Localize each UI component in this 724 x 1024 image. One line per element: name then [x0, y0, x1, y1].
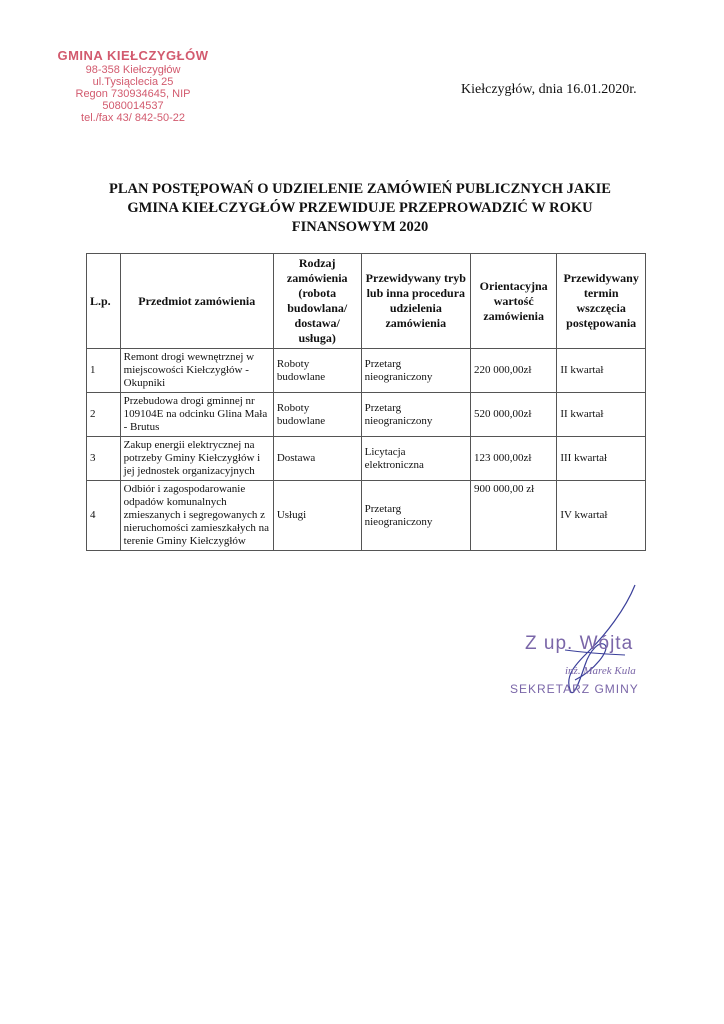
table-row [87, 393, 646, 437]
cell-value: 520 000,00zł [471, 393, 557, 437]
cell-term: IV kwartał [557, 481, 646, 551]
table-header-row [87, 254, 646, 349]
cell-subject: Przebudowa drogi gminnej nr 109104E na odcinku Glina Mała - Brutus [120, 393, 273, 437]
cell-lp: 3 [87, 437, 121, 481]
header-subject: Przedmiot zamówienia [120, 254, 273, 349]
stamp-regon-nip: Regon 730934645, NIP 5080014537 [75, 88, 191, 112]
cell-lp: 4 [87, 481, 121, 551]
stamp-phone: tel./fax 43/ 842-50-22 [81, 112, 185, 124]
table-row [87, 481, 646, 551]
cell-value: 220 000,00zł [471, 349, 557, 393]
cell-mode: Licytacja elektroniczna [361, 437, 470, 481]
cell-value: 900 000,00 zł [471, 481, 557, 551]
cell-mode: Przetarg nieograniczony [361, 481, 470, 551]
cell-kind: Dostawa [273, 437, 361, 481]
cell-kind: Roboty budowlane [273, 393, 361, 437]
document-date: Kiełczygłów, dnia 16.01.2020r. [461, 82, 637, 97]
signature-line-2: inż. Marek Kula [565, 665, 636, 677]
municipality-stamp [48, 50, 218, 124]
header-mode: Przewidywany tryb lub inna procedura udzielenia zamówienia [361, 254, 470, 349]
cell-mode: Przetarg nieograniczony [361, 349, 470, 393]
signature-line-1: Z up. Wójta [525, 633, 634, 654]
procurement-table [86, 253, 646, 551]
cell-subject: Odbiór i zagospodarowanie odpadów komunalnych zmieszanych i segregowanych z nieruchomości zamieszkałych na terenie Gminy Kiełczygłów [120, 481, 273, 551]
header-term: Przewidywany termin wszczęcia postępowania [557, 254, 646, 349]
stamp-postcode: 98-358 Kiełczygłów [85, 64, 181, 76]
cell-term: II kwartał [557, 349, 646, 393]
cell-term: III kwartał [557, 437, 646, 481]
cell-subject: Zakup energii elektrycznej na potrzeby Gminy Kiełczygłów i jej jednostek organizacyjnych [120, 437, 273, 481]
document-title: PLAN POSTĘPOWAŃ O UDZIELENIE ZAMÓWIEŃ PUBLICZNYCH JAKIE GMINA KIEŁCZYGŁÓW PRZEWIDUJE PRZEPROWADZIĆ W ROKU FINANSOWYM 2020 [109, 181, 611, 235]
header-lp: L.p. [87, 254, 121, 349]
table-row [87, 437, 646, 481]
stamp-name: GMINA KIEŁCZYGŁÓW [57, 48, 209, 63]
header-kind: Rodzaj zamówienia (robota budowlana/ dostawa/ usługa) [273, 254, 361, 349]
cell-kind: Usługi [273, 481, 361, 551]
signature-line-3: SEKRETARZ GMINY [510, 682, 639, 696]
cell-value: 123 000,00zł [471, 437, 557, 481]
cell-term: II kwartał [557, 393, 646, 437]
cell-lp: 2 [87, 393, 121, 437]
header-value: Orientacyjna wartość zamówienia [471, 254, 557, 349]
cell-mode: Przetarg nieograniczony [361, 393, 470, 437]
signature-stamp [505, 580, 665, 710]
cell-lp: 1 [87, 349, 121, 393]
table-row [87, 349, 646, 393]
cell-kind: Roboty budowlane [273, 349, 361, 393]
cell-subject: Remont drogi wewnętrznej w miejscowości Kiełczygłów - Okupniki [120, 349, 273, 393]
stamp-street: ul.Tysiąclecia 25 [92, 76, 174, 88]
